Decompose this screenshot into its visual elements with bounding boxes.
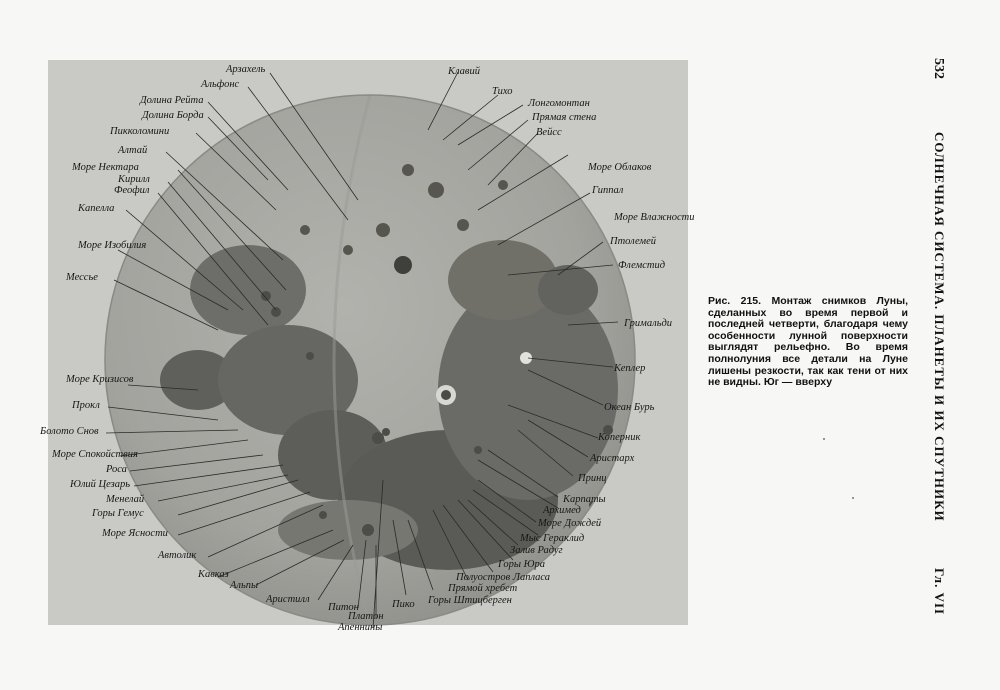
label-ross: Роса	[106, 464, 127, 475]
label-grimaldi: Гримальди	[624, 318, 673, 329]
moon-figure	[40, 60, 695, 633]
label-mare-nubium: Море Облаков	[588, 162, 652, 173]
label-piton: Питон	[328, 602, 359, 613]
label-cape-heraclides: Мыс Гераклид	[520, 533, 585, 544]
label-pico: Пико	[392, 599, 415, 610]
label-flamsteed: Флемстид	[618, 260, 666, 271]
label-weiss: Вейсс	[536, 127, 562, 138]
label-mare-crisium: Море Кризисов	[66, 374, 134, 385]
label-cyrillus: Кирилл	[118, 174, 150, 185]
section-title: СОЛНЕЧНАЯ СИСТЕМА. ПЛАНЕТЫ И ИХ СПУТНИКИ	[932, 132, 947, 522]
label-theophilus: Феофил	[114, 185, 150, 196]
label-haemus-mountains: Горы Гемус	[92, 508, 144, 519]
label-proclus: Прокл	[72, 400, 100, 411]
label-messier: Мессье	[66, 272, 98, 283]
label-archimedes: Архимед	[543, 505, 581, 516]
label-mare-humorum: Море Влажности	[614, 212, 695, 223]
label-rheita-valley: Долина Рейта	[140, 95, 204, 106]
chapter-label: Гл. VII	[932, 568, 947, 616]
label-hippalus: Гиппал	[592, 185, 624, 196]
label-aristarchus: Аристарх	[590, 453, 635, 464]
label-straight-range: Прямой хребет	[448, 583, 518, 594]
label-apennines: Апеннины	[338, 622, 383, 633]
label-autolycus: Автолик	[158, 550, 197, 561]
label-clavius: Клавий	[448, 66, 480, 77]
print-speck	[823, 438, 825, 440]
label-carpathians: Карпаты	[563, 494, 606, 505]
label-spitzbergen-mountains: Горы Штицберген	[428, 595, 512, 606]
label-mare-fecunditatis: Море Изобилия	[78, 240, 147, 251]
moon-map	[40, 60, 695, 633]
label-palus-somni: Болото Снов	[40, 426, 99, 437]
print-speck	[852, 497, 854, 499]
label-capella: Капелла	[78, 203, 115, 214]
label-kepler: Кеплер	[614, 363, 646, 374]
label-mare-nectaris: Море Нектара	[72, 162, 139, 173]
label-arzachel: Арзахель	[226, 64, 266, 75]
label-prinz: Принц	[578, 473, 607, 484]
page-number: 532	[931, 58, 946, 79]
label-oceanus-procellarum: Океан Бурь	[604, 402, 655, 413]
label-jura-mountains: Горы Юра	[498, 559, 546, 570]
label-menelaus: Менелай	[106, 494, 145, 505]
label-mare-tranquillitatis: Море Спокойствия	[52, 449, 138, 460]
label-mare-imbrium: Море Дождей	[538, 518, 602, 529]
label-tycho: Тихо	[492, 86, 513, 97]
label-piccolomini: Пикколомини	[110, 126, 170, 137]
label-straight-wall: Прямая стена	[532, 112, 597, 123]
label-bord-valley: Долина Борда	[142, 110, 204, 121]
label-alphonsus: Альфонс	[201, 79, 240, 90]
label-caucasus: Кавказ	[198, 569, 229, 580]
figure-caption: Рис. 215. Монтаж снимков Луны, сделанных во время первой и последней четверти, благодаря чему особенности лунной поверхности выглядят рельефно. Во время полнолуния все детали на Луне лишены резкости, так как тени от них не видны. Юг — вверху	[708, 295, 908, 389]
label-julius-caesar: Юлий Цезарь	[70, 479, 131, 490]
label-copernicus: Коперник	[598, 432, 641, 443]
label-sinus-iridum: Залив Радуг	[510, 545, 563, 556]
label-alps: Альпы	[230, 580, 259, 591]
label-plato: Платон	[348, 611, 384, 622]
label-mare-serenitatis: Море Ясности	[102, 528, 168, 539]
label-ptolemaeus: Птолемей	[610, 236, 657, 247]
label-laplace-promontory: Полуостров Лапласа	[456, 572, 551, 583]
label-aristillus: Аристилл	[266, 594, 310, 605]
label-altai: Алтай	[118, 145, 148, 156]
label-longomontanus: Лонгомонтан	[528, 98, 590, 109]
